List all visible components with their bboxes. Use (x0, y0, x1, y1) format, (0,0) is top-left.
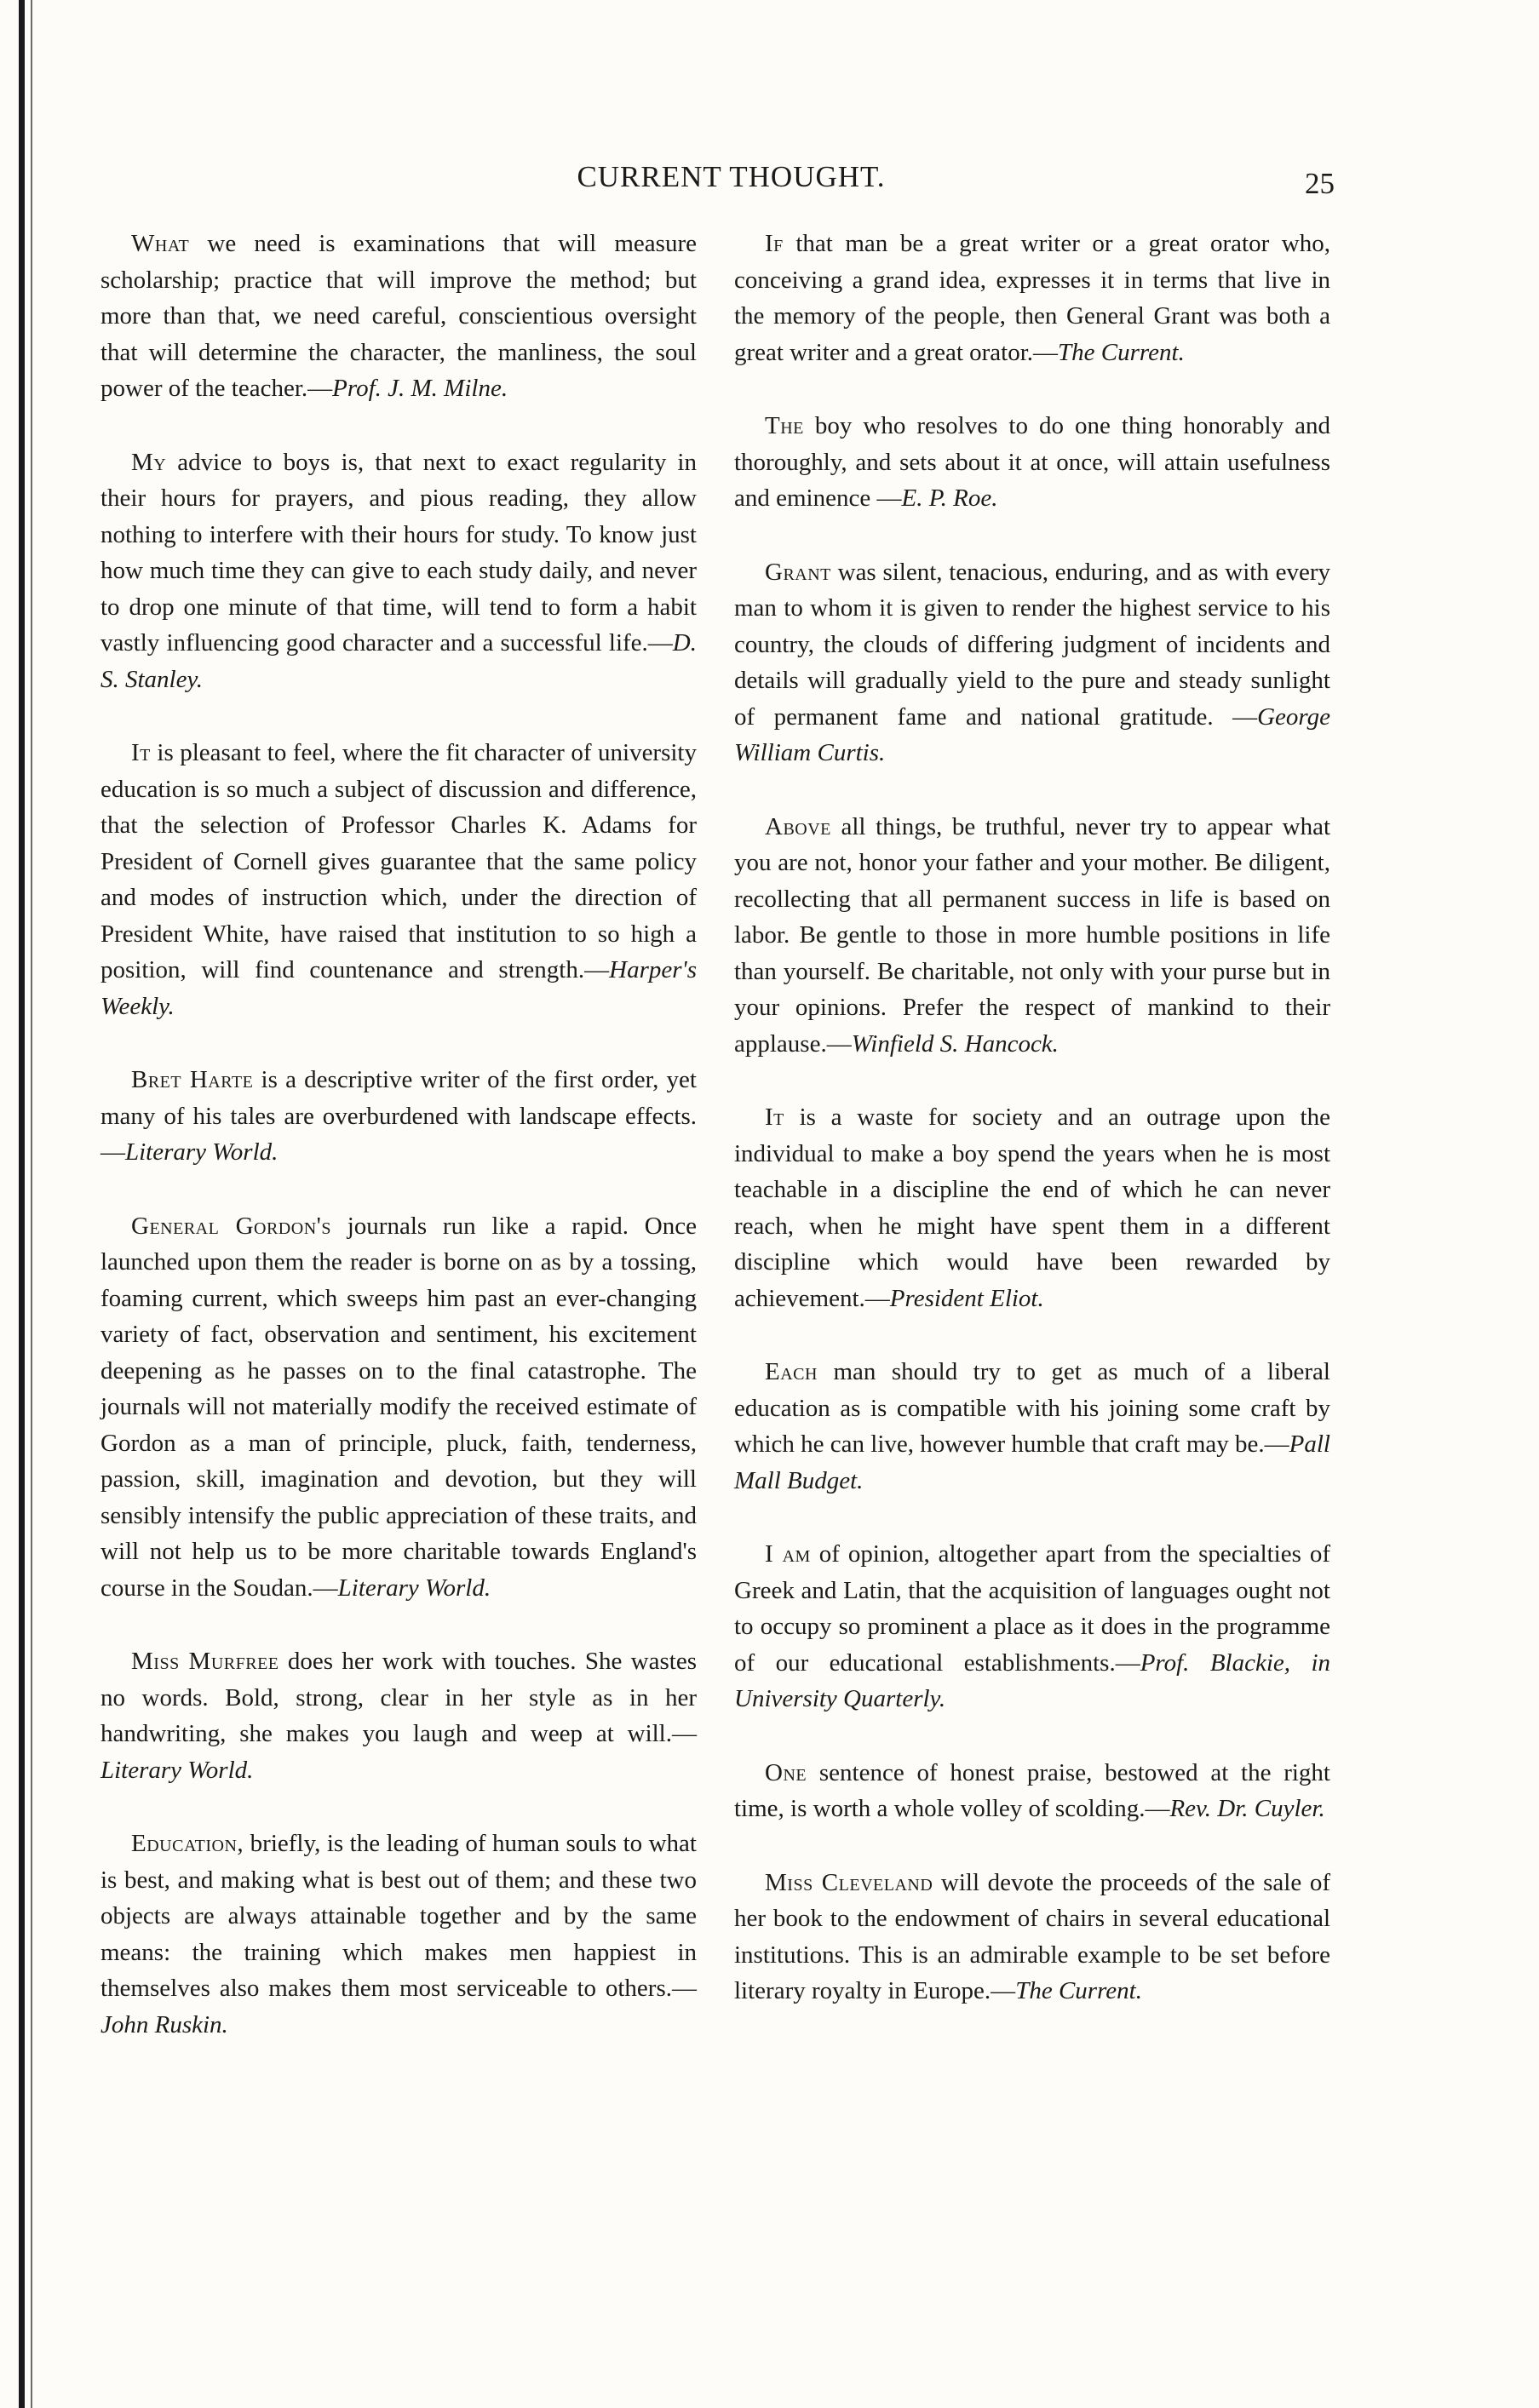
quote-paragraph (734, 1865, 1330, 2010)
quote-paragraph (100, 444, 697, 698)
quote-attribution: Prof. Blackie, in University Quarterly. (734, 1648, 1330, 1712)
quote-text: does her work with touches. She wastes no words. Bold, strong, clear in her style as in her handwriting, she makes you laugh and weep at will.— (100, 1648, 697, 1747)
lead-word: The (765, 412, 804, 439)
quote-attribution: John Ruskin. (100, 2010, 228, 2038)
quote-paragraph (100, 1062, 697, 1171)
quote-paragraph (734, 1354, 1330, 1499)
quote-text: is pleasant to feel, where the fit character of university education is so much a subject of discussion and difference, that the selection of Professor Charles K. Adams for President of Cornell gives guarantee that the same policy and modes of instruction which, under the direction of President White, have raised that institution to so high a position, will find countenance and strength.— (100, 739, 697, 983)
lead-word: What (131, 230, 190, 257)
lead-word: Education, (131, 1830, 244, 1857)
quote-paragraph (734, 1755, 1330, 1827)
quote-attribution: Harper's Weekly. (100, 956, 697, 1020)
quote-paragraph (100, 1643, 697, 1788)
quote-text: journals run like a rapid. Once launched upon them the reader is borne on as by a tossing, foaming current, which sweeps him past an ever-changing variety of fact, observation and sentiment, his excitement deepening as he passes on to the final catastrophe. The journals will not materially modify the received estimate of Gordon as a man of principle, pluck, faith, tenderness, passion, skill, imagination and devotion, but they will sensibly intensify the public appreciation of these traits, and will not help us to be more charitable towards England's course in the Soudan.— (100, 1212, 697, 1602)
quote-paragraph (734, 1099, 1330, 1316)
running-header: CURRENT THOUGHT. (577, 160, 886, 193)
quote-paragraph (100, 1208, 697, 1607)
quote-text: all things, be truthful, never try to appear what you are not, honor your father and your mother. Be diligent, recollecting that all permanent success in life is based on labor. Be gentle to those in more humble positions in life than yourself. Be charitable, not only with your purse but in your opinions. Prefer the respect of mankind to their applause.— (734, 812, 1330, 1058)
quote-attribution: Literary World. (337, 1574, 491, 1602)
quote-paragraph (100, 1826, 697, 2043)
lead-word: Miss Murfree (131, 1648, 279, 1675)
quote-paragraph (734, 554, 1330, 771)
lead-word: My (131, 448, 167, 476)
quote-text: is a descriptive writer of the first order, yet many of his tales are overburdened with landscape effects.— (100, 1066, 697, 1166)
page-number: 25 (1305, 167, 1335, 200)
quote-text: advice to boys is, that next to exact regularity in their hours for prayers, and pious reading, they allow nothing to interfere with their hours for study. To know just how much time they can give to each study daily, and never to drop one minute of that time, will tend to form a habit vastly influencing good character and a successful life.— (100, 448, 697, 656)
lead-word: Each (765, 1358, 818, 1385)
quote-paragraph (100, 735, 697, 1024)
lead-word: It (131, 739, 151, 766)
quote-attribution: E. P. Roe. (901, 484, 998, 512)
page-binding-line (31, 0, 32, 2408)
lead-word: Grant (765, 558, 831, 586)
lead-word: If (765, 230, 784, 257)
left-column (100, 226, 697, 2080)
lead-word: Miss Cleveland (765, 1868, 933, 1896)
quote-paragraph (734, 809, 1330, 1063)
quote-paragraph (734, 1536, 1330, 1717)
lead-word: Above (765, 812, 831, 840)
quote-attribution: President Eliot. (889, 1284, 1044, 1312)
quote-attribution: D. S. Stanley. (100, 629, 697, 693)
quote-paragraph (734, 226, 1330, 370)
lead-word: I am (765, 1540, 811, 1568)
quote-attribution: Literary World. (125, 1138, 279, 1166)
quote-attribution: The Current. (1058, 338, 1185, 366)
right-column (734, 226, 1330, 2047)
quote-text: briefly, is the leading of human souls to what is best, and making what is best out of them; and these two objects are always attainable together and by the same means: the training which makes men happiest in themselves also makes them most serviceable to others.— (100, 1830, 697, 2002)
lead-word: Bret Harte (131, 1066, 254, 1093)
quote-paragraph (734, 408, 1330, 517)
quote-attribution: Literary World. (100, 1756, 254, 1784)
quote-text: will devote the proceeds of the sale of her book to the endowment of chairs in several educational institutions. This is an admirable example to be set before literary royalty in Europe.— (734, 1868, 1330, 2004)
quote-text: sentence of honest praise, bestowed at the right time, is worth a whole volley of scolding.— (734, 1758, 1330, 1822)
quote-text: we need is examinations that will measure scholarship; practice that will improve the method; but more than that, we need careful, conscientious oversight that will determine the character, the manliness, the soul power of the teacher.— (100, 230, 697, 402)
quote-attribution: Winfield S. Hancock. (851, 1029, 1059, 1058)
quote-paragraph (100, 226, 697, 407)
quote-text: is a waste for society and an outrage upon the individual to make a boy spend the years when he is most teachable in a discipline the end of which he can never reach, when he might have spent them in a different discipline which would have been rewarded by achievement.— (734, 1104, 1330, 1312)
quote-attribution: Rev. Dr. Cuyler. (1169, 1795, 1325, 1822)
quote-attribution: George William Curtis. (734, 702, 1330, 766)
lead-word: One (765, 1758, 807, 1786)
page-binding-edge (19, 0, 25, 2408)
quote-attribution: Pall Mall Budget. (734, 1430, 1330, 1494)
quote-attribution: Prof. J. M. Milne. (332, 375, 508, 402)
quote-text: was silent, tenacious, enduring, and as with every man to whom it is given to render the highest service to his country, the clouds of differing judgment of incidents and details will gradually yield to the pure and steady sunlight of permanent fame and national gratitude. — (734, 558, 1330, 731)
quote-text: of opinion, altogether apart from the specialties of Greek and Latin, that the acquisition of languages ought not to occupy so prominent a place as it does in the programme of our educational establishments.— (734, 1540, 1330, 1677)
lead-word: It (765, 1104, 784, 1131)
quote-text: boy who resolves to do one thing honorably and thoroughly, and sets about it at once, will attain usefulness and eminence — (734, 412, 1330, 512)
quote-attribution: The Current. (1015, 1977, 1142, 2004)
lead-word: General Gordon's (131, 1212, 331, 1240)
quote-text: man should try to get as much of a liberal education as is compatible with his joining some craft by which he can live, however humble that craft may be.— (734, 1358, 1330, 1458)
quote-text: that man be a great writer or a great orator who, conceiving a grand idea, expresses it in terms that live in the memory of the people, then General Grant was both a great writer and a great orator.— (734, 230, 1330, 366)
